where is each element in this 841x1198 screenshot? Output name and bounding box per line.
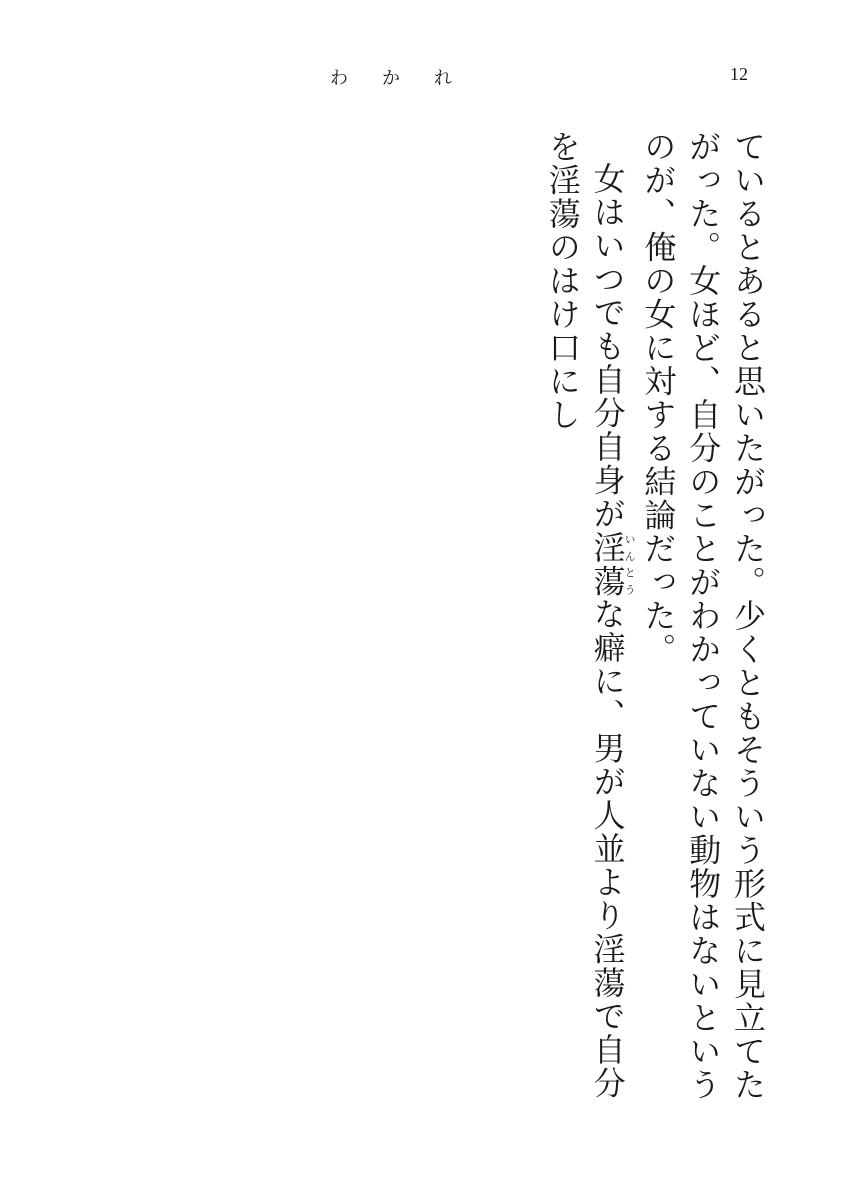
text-run: な癖に、男が人並より淫蕩で自分を淫蕩のはけ口にし [543, 130, 627, 1100]
text-run: とがわかっていない動物はないというのが、俺の女に対する結論だった。 [639, 130, 723, 1102]
text-run: 女はいつでも自分自身が [588, 162, 627, 531]
paragraph-0 [636, 130, 770, 1130]
text-run: ているとあると思いたがった。少くともそういう形式に見立てたがった。女ほど、自分のこ [684, 130, 767, 1102]
ruby-reading: いんとう [623, 530, 637, 598]
paragraph-1 [540, 130, 636, 1130]
running-title: わかれ [330, 68, 486, 89]
ruby-word: 淫蕩いんとう [588, 530, 637, 598]
page-number: 12 [730, 64, 748, 84]
body-text [90, 130, 770, 1130]
